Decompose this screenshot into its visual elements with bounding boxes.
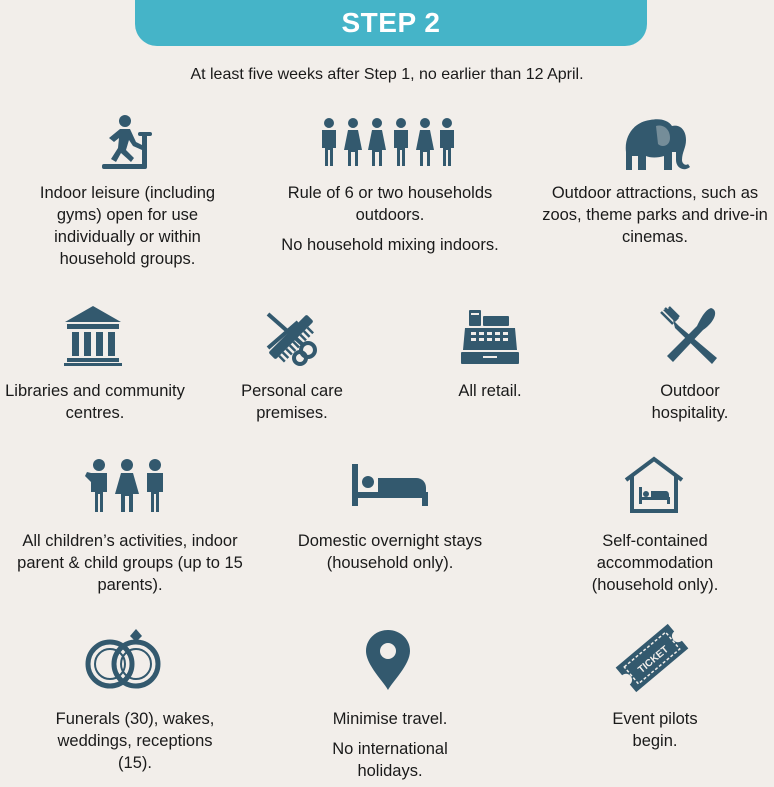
item-caption-8: All children’s activities, indoor parent & child groups (up to 15 parents).: [17, 532, 243, 594]
item-caption-6: All retail.: [458, 382, 522, 400]
wedding-rings-icon: [80, 626, 168, 692]
item-caption-1: Indoor leisure (including gyms) open for use individually or within household groups.: [39, 184, 216, 268]
step-header: [135, 0, 647, 46]
item-caption-3: Outdoor attractions, such as zoos, theme parks and drive-in cinemas.: [542, 184, 768, 246]
item-caption-10: Self-contained accommodation (household only).: [591, 532, 719, 594]
elephant-icon: [620, 110, 692, 172]
library-building-icon: [64, 306, 122, 366]
item-caption-7: Outdoor hospitality.: [651, 382, 729, 422]
step-subtitle: At least five weeks after Step 1, no earlier than 12 April.: [190, 66, 584, 83]
item-caption-13: Event pilots begin.: [612, 710, 698, 750]
item-caption-4: Libraries and community centres.: [5, 382, 185, 422]
item-caption-11: Funerals (30), wakes, weddings, receptions (15).: [55, 710, 215, 772]
people-group-icon: [319, 118, 459, 168]
children-icon: [83, 458, 173, 514]
ticket-icon: [612, 620, 692, 696]
item-caption-9: Domestic overnight stays (household only).: [297, 532, 483, 572]
treadmill-icon: [98, 112, 156, 172]
fork-knife-icon: [659, 306, 719, 366]
item-caption-2: Rule of 6 or two households outdoors. No household mixing indoors.: [281, 184, 499, 254]
item-caption-5: Personal care premises.: [241, 382, 343, 422]
map-pin-icon: [366, 630, 410, 690]
ticket-text: TICKET: [636, 644, 671, 676]
cash-register-icon: [461, 310, 519, 364]
comb-scissors-icon: [262, 308, 320, 366]
item-caption-12: Minimise travel. No international holidays.: [332, 710, 448, 780]
bed-icon: [352, 464, 428, 506]
house-bed-icon: [622, 456, 686, 514]
step-title: STEP 2: [341, 7, 441, 38]
